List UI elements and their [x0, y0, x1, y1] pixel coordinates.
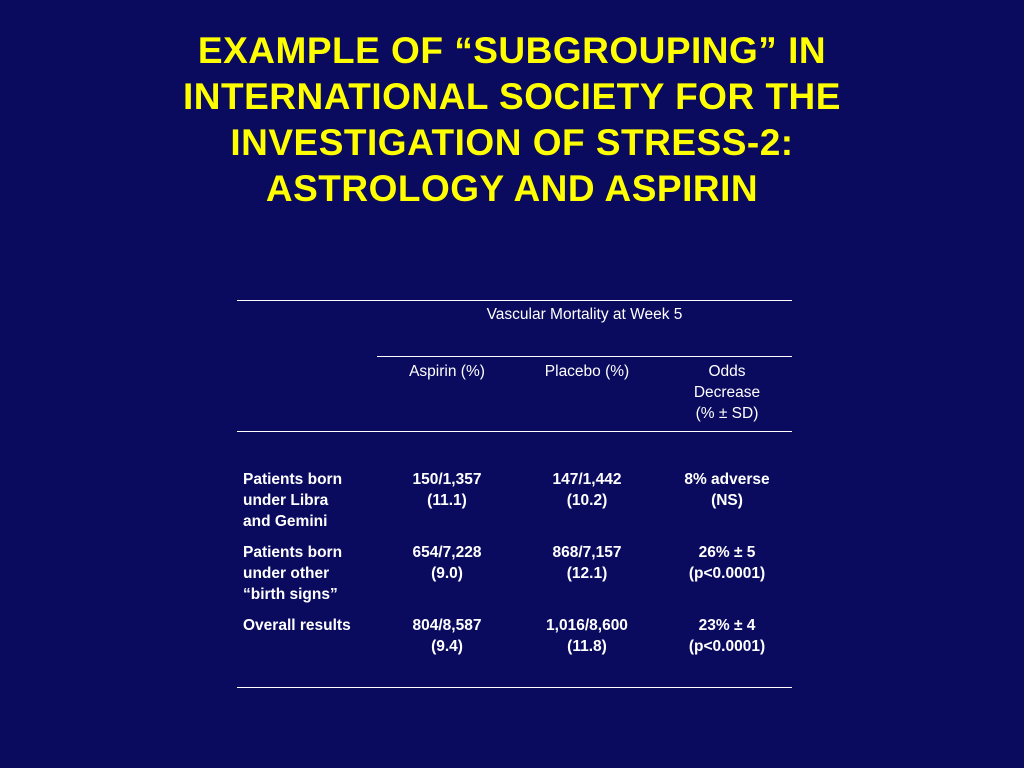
title-line-4: ASTROLOGY AND ASPIRIN	[265, 168, 759, 209]
row-1-placebo	[517, 469, 657, 511]
row-2-placebo-count: 868/7,157	[552, 544, 622, 561]
row-1-placebo-count: 147/1,442	[552, 471, 622, 488]
row-3-aspirin	[377, 615, 517, 657]
row-2-aspirin-percent: (9.0)	[431, 565, 463, 582]
row-3-aspirin-percent: (9.4)	[431, 638, 463, 655]
group-header-label: Vascular Mortality at Week 5	[486, 306, 683, 323]
row-3-placebo	[517, 615, 657, 657]
row-3-placebo-count: 1,016/8,600	[546, 617, 628, 634]
row-2-aspirin-count: 654/7,228	[412, 544, 482, 561]
row-1-aspirin-percent: (11.1)	[427, 492, 467, 509]
row-2-label-line-2: under other	[243, 565, 330, 582]
title-line-2: INTERNATIONAL SOCIETY FOR THE	[183, 76, 841, 117]
table-bottom-rule	[237, 687, 792, 688]
row-2-placebo	[517, 542, 657, 584]
column-header-odds	[657, 361, 797, 424]
row-2-placebo-percent: (12.1)	[566, 565, 608, 582]
row-1-label-line-3: and Gemini	[243, 513, 328, 530]
row-3-aspirin-count: 804/8,587	[412, 617, 482, 634]
row-3-label	[243, 615, 377, 636]
row-1-odds-value: 8% adverse	[684, 471, 770, 488]
row-1-label-line-2: under Libra	[243, 492, 329, 509]
aspirin-header-label: Aspirin (%)	[409, 363, 485, 380]
row-3-odds	[657, 615, 797, 657]
row-1-aspirin-count: 150/1,357	[412, 471, 482, 488]
placebo-header-label: Placebo (%)	[544, 363, 630, 380]
row-2-label	[243, 542, 377, 605]
results-table	[237, 300, 792, 690]
row-3-odds-significance: (p<0.0001)	[688, 638, 766, 655]
row-3-placebo-percent: (11.8)	[567, 638, 607, 655]
odds-header-line-3: (% ± SD)	[695, 405, 759, 422]
column-header-placebo	[517, 361, 657, 382]
row-1-odds	[657, 469, 797, 511]
row-1-aspirin	[377, 469, 517, 511]
column-header-rule	[237, 431, 792, 432]
row-1-label-line-1: Patients born	[243, 471, 343, 488]
row-2-odds	[657, 542, 797, 584]
row-2-label-line-3: “birth signs”	[243, 586, 338, 603]
title-line-1: EXAMPLE OF “SUBGROUPING” IN	[197, 30, 827, 71]
column-header-aspirin	[377, 361, 517, 382]
row-3-label-line-1: Overall results	[243, 617, 351, 634]
group-header	[377, 304, 792, 325]
odds-header-line-1: Odds	[708, 363, 746, 380]
row-2-label-line-1: Patients born	[243, 544, 343, 561]
row-1-placebo-percent: (10.2)	[566, 492, 608, 509]
row-2-aspirin	[377, 542, 517, 584]
row-1-label	[243, 469, 377, 532]
table-top-rule	[237, 300, 792, 301]
row-2-odds-value: 26% ± 5	[698, 544, 756, 561]
odds-header-line-2: Decrease	[693, 384, 761, 401]
row-2-odds-significance: (p<0.0001)	[688, 565, 766, 582]
row-1-odds-significance: (NS)	[711, 492, 743, 509]
group-header-rule	[377, 356, 792, 357]
row-3-odds-value: 23% ± 4	[698, 617, 756, 634]
slide-title	[40, 28, 984, 212]
title-line-3: INVESTIGATION OF STRESS-2:	[230, 122, 794, 163]
